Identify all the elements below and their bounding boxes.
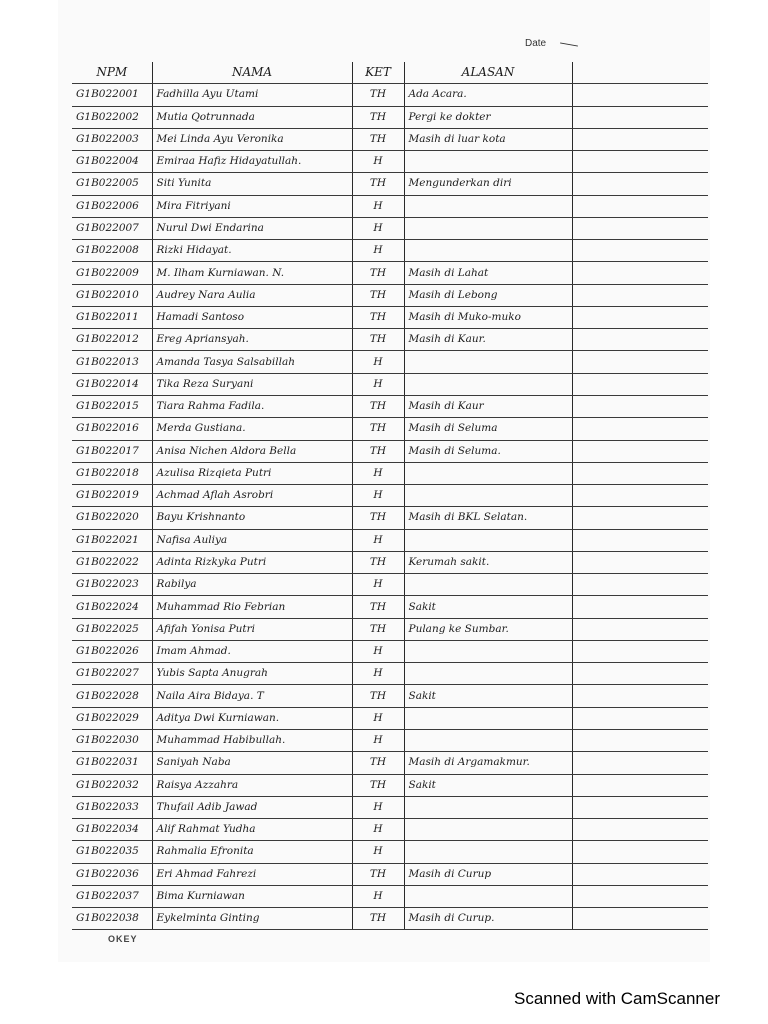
extra-cell [572, 685, 708, 707]
name-cell: Merda Gustiana. [152, 418, 352, 440]
extra-cell [572, 796, 708, 818]
table-row [72, 351, 708, 373]
ket-cell: H [352, 574, 404, 596]
alasan-cell: Masih di Curup. [404, 908, 572, 930]
date-label: Date [525, 38, 547, 49]
ket-cell: TH [352, 128, 404, 150]
table-row [72, 151, 708, 173]
name-cell: Nafisa Auliya [152, 529, 352, 551]
table-row [72, 841, 708, 863]
extra-cell [572, 841, 708, 863]
table-row [72, 373, 708, 395]
extra-cell [572, 819, 708, 841]
table-row [72, 306, 708, 328]
ket-cell: H [352, 351, 404, 373]
table-row [72, 529, 708, 551]
npm-cell: G1B022020 [72, 507, 152, 529]
extra-cell [572, 395, 708, 417]
name-cell: Mira Fitriyani [152, 195, 352, 217]
name-cell: Amanda Tasya Salsabillah [152, 351, 352, 373]
extra-cell [572, 507, 708, 529]
name-cell: Hamadi Santoso [152, 306, 352, 328]
alasan-cell [404, 240, 572, 262]
extra-cell [572, 640, 708, 662]
ket-cell: H [352, 707, 404, 729]
notebook-brand: OKEY [108, 934, 138, 944]
table-row [72, 819, 708, 841]
table-row [72, 106, 708, 128]
table-row [72, 395, 708, 417]
extra-cell [572, 240, 708, 262]
npm-cell: G1B022012 [72, 329, 152, 351]
ket-cell: H [352, 240, 404, 262]
name-cell: Afifah Yonisa Putri [152, 618, 352, 640]
npm-cell: G1B022021 [72, 529, 152, 551]
table-row [72, 173, 708, 195]
alasan-cell: Masih di luar kota [404, 128, 572, 150]
name-cell: Bayu Krishnanto [152, 507, 352, 529]
ket-cell: H [352, 796, 404, 818]
name-cell: Siti Yunita [152, 173, 352, 195]
table-row [72, 663, 708, 685]
extra-cell [572, 707, 708, 729]
name-cell: Eykelminta Ginting [152, 908, 352, 930]
header-extra [572, 62, 708, 84]
npm-cell: G1B022011 [72, 306, 152, 328]
name-cell: Nurul Dwi Endarina [152, 217, 352, 239]
table-row [72, 329, 708, 351]
alasan-cell [404, 217, 572, 239]
alasan-cell: Sakit [404, 774, 572, 796]
extra-cell [572, 529, 708, 551]
extra-cell [572, 151, 708, 173]
alasan-cell: Masih di BKL Selatan. [404, 507, 572, 529]
extra-cell [572, 195, 708, 217]
table-row [72, 863, 708, 885]
ket-cell: TH [352, 84, 404, 106]
alasan-cell: Masih di Curup [404, 863, 572, 885]
ket-cell: TH [352, 774, 404, 796]
extra-cell [572, 373, 708, 395]
table-row [72, 707, 708, 729]
ket-cell: H [352, 841, 404, 863]
ket-cell: H [352, 529, 404, 551]
table-row [72, 640, 708, 662]
table-row [72, 796, 708, 818]
npm-cell: G1B022033 [72, 796, 152, 818]
npm-cell: G1B022022 [72, 551, 152, 573]
table-row [72, 507, 708, 529]
table-row [72, 440, 708, 462]
scanner-watermark: Scanned with CamScanner [513, 989, 720, 1008]
name-cell: M. Ilham Kurniawan. N. [152, 262, 352, 284]
extra-cell [572, 128, 708, 150]
alasan-cell: Masih di Kaur [404, 395, 572, 417]
extra-cell [572, 351, 708, 373]
npm-cell: G1B022009 [72, 262, 152, 284]
name-cell: Imam Ahmad. [152, 640, 352, 662]
ket-cell: TH [352, 685, 404, 707]
table-row [72, 284, 708, 306]
alasan-cell [404, 841, 572, 863]
table-row [72, 574, 708, 596]
npm-cell: G1B022018 [72, 462, 152, 484]
name-cell: Aditya Dwi Kurniawan. [152, 707, 352, 729]
npm-cell: G1B022014 [72, 373, 152, 395]
header-alasan: ALASAN [404, 62, 572, 84]
extra-cell [572, 596, 708, 618]
extra-cell [572, 885, 708, 907]
table-row [72, 128, 708, 150]
npm-cell: G1B022028 [72, 685, 152, 707]
table-row [72, 685, 708, 707]
alasan-cell: Mengunderkan diri [404, 173, 572, 195]
npm-cell: G1B022015 [72, 395, 152, 417]
name-cell: Anisa Nichen Aldora Bella [152, 440, 352, 462]
ket-cell: H [352, 217, 404, 239]
npm-cell: G1B022032 [72, 774, 152, 796]
extra-cell [572, 485, 708, 507]
name-cell: Muhammad Rio Febrian [152, 596, 352, 618]
extra-cell [572, 418, 708, 440]
extra-cell [572, 663, 708, 685]
npm-cell: G1B022016 [72, 418, 152, 440]
alasan-cell: Masih di Seluma. [404, 440, 572, 462]
alasan-cell [404, 819, 572, 841]
ket-cell: H [352, 819, 404, 841]
ket-cell: H [352, 729, 404, 751]
npm-cell: G1B022019 [72, 485, 152, 507]
ket-cell: TH [352, 752, 404, 774]
name-cell: Rabilya [152, 574, 352, 596]
ket-cell: TH [352, 596, 404, 618]
name-cell: Yubis Sapta Anugrah [152, 663, 352, 685]
extra-cell [572, 618, 708, 640]
ket-cell: H [352, 640, 404, 662]
npm-cell: G1B022008 [72, 240, 152, 262]
alasan-cell: Masih di Muko-muko [404, 306, 572, 328]
extra-cell [572, 173, 708, 195]
name-cell: Muhammad Habibullah. [152, 729, 352, 751]
npm-cell: G1B022013 [72, 351, 152, 373]
extra-cell [572, 106, 708, 128]
table-row [72, 618, 708, 640]
npm-cell: G1B022001 [72, 84, 152, 106]
extra-cell [572, 774, 708, 796]
name-cell: Saniyah Naba [152, 752, 352, 774]
npm-cell: G1B022024 [72, 596, 152, 618]
alasan-cell: Masih di Argamakmur. [404, 752, 572, 774]
npm-cell: G1B022038 [72, 908, 152, 930]
alasan-cell: Sakit [404, 596, 572, 618]
ket-cell: TH [352, 306, 404, 328]
npm-cell: G1B022025 [72, 618, 152, 640]
name-cell: Raisya Azzahra [152, 774, 352, 796]
alasan-cell [404, 529, 572, 551]
table-body [72, 84, 708, 930]
alasan-cell [404, 462, 572, 484]
npm-cell: G1B022010 [72, 284, 152, 306]
alasan-cell [404, 729, 572, 751]
table-row [72, 774, 708, 796]
ket-cell: H [352, 663, 404, 685]
header-ket: KET [352, 62, 404, 84]
alasan-cell: Sakit [404, 685, 572, 707]
extra-cell [572, 440, 708, 462]
alasan-cell: Kerumah sakit. [404, 551, 572, 573]
name-cell: Adinta Rizkyka Putri [152, 551, 352, 573]
npm-cell: G1B022034 [72, 819, 152, 841]
npm-cell: G1B022023 [72, 574, 152, 596]
name-cell: Tika Reza Suryani [152, 373, 352, 395]
alasan-cell [404, 151, 572, 173]
ket-cell: TH [352, 908, 404, 930]
npm-cell: G1B022017 [72, 440, 152, 462]
table-row [72, 462, 708, 484]
name-cell: Alif Rahmat Yudha [152, 819, 352, 841]
extra-cell [572, 863, 708, 885]
ket-cell: TH [352, 173, 404, 195]
alasan-cell: Masih di Seluma [404, 418, 572, 440]
table-row [72, 240, 708, 262]
alasan-cell [404, 663, 572, 685]
extra-cell [572, 462, 708, 484]
name-cell: Azulisa Rizqieta Putri [152, 462, 352, 484]
alasan-cell [404, 707, 572, 729]
name-cell: Achmad Aflah Asrobri [152, 485, 352, 507]
npm-cell: G1B022037 [72, 885, 152, 907]
name-cell: Mutia Qotrunnada [152, 106, 352, 128]
ket-cell: TH [352, 507, 404, 529]
name-cell: Tiara Rahma Fadila. [152, 395, 352, 417]
ket-cell: TH [352, 440, 404, 462]
npm-cell: G1B022030 [72, 729, 152, 751]
header-nama: NAMA [152, 62, 352, 84]
alasan-cell: Ada Acara. [404, 84, 572, 106]
extra-cell [572, 729, 708, 751]
extra-cell [572, 908, 708, 930]
npm-cell: G1B022002 [72, 106, 152, 128]
alasan-cell [404, 796, 572, 818]
name-cell: Ereg Apriansyah. [152, 329, 352, 351]
ket-cell: TH [352, 329, 404, 351]
name-cell: Rahmalia Efronita [152, 841, 352, 863]
alasan-cell: Masih di Lebong [404, 284, 572, 306]
alasan-cell [404, 574, 572, 596]
alasan-cell: Pergi ke dokter [404, 106, 572, 128]
ket-cell: H [352, 485, 404, 507]
alasan-cell [404, 373, 572, 395]
header-row [72, 62, 708, 84]
ket-cell: TH [352, 262, 404, 284]
name-cell: Rizki Hidayat. [152, 240, 352, 262]
table-row [72, 262, 708, 284]
name-cell: Naila Aira Bidaya. T [152, 685, 352, 707]
extra-cell [572, 574, 708, 596]
npm-cell: G1B022036 [72, 863, 152, 885]
ket-cell: TH [352, 395, 404, 417]
alasan-cell [404, 351, 572, 373]
ket-cell: TH [352, 418, 404, 440]
ket-cell: TH [352, 618, 404, 640]
extra-cell [572, 262, 708, 284]
npm-cell: G1B022031 [72, 752, 152, 774]
npm-cell: G1B022005 [72, 173, 152, 195]
alasan-cell [404, 885, 572, 907]
extra-cell [572, 284, 708, 306]
attendance-table [72, 62, 708, 930]
alasan-cell: Masih di Kaur. [404, 329, 572, 351]
ket-cell: TH [352, 284, 404, 306]
npm-cell: G1B022007 [72, 217, 152, 239]
table-row [72, 729, 708, 751]
alasan-cell: Pulang ke Sumbar. [404, 618, 572, 640]
alasan-cell [404, 485, 572, 507]
npm-cell: G1B022035 [72, 841, 152, 863]
extra-cell [572, 752, 708, 774]
table-row [72, 217, 708, 239]
extra-cell [572, 329, 708, 351]
npm-cell: G1B022004 [72, 151, 152, 173]
table-row [72, 195, 708, 217]
ket-cell: H [352, 462, 404, 484]
alasan-cell [404, 640, 572, 662]
extra-cell [572, 306, 708, 328]
ket-cell: H [352, 885, 404, 907]
extra-cell [572, 84, 708, 106]
alasan-cell [404, 195, 572, 217]
ket-cell: H [352, 195, 404, 217]
extra-cell [572, 217, 708, 239]
ket-cell: H [352, 373, 404, 395]
table-row [72, 596, 708, 618]
alasan-cell: Masih di Lahat [404, 262, 572, 284]
table-row [72, 485, 708, 507]
npm-cell: G1B022003 [72, 128, 152, 150]
ket-cell: TH [352, 551, 404, 573]
ket-cell: H [352, 151, 404, 173]
ket-cell: TH [352, 106, 404, 128]
table-row [72, 418, 708, 440]
table-row [72, 84, 708, 106]
npm-cell: G1B022027 [72, 663, 152, 685]
header-npm: NPM [72, 62, 152, 84]
extra-cell [572, 551, 708, 573]
name-cell: Thufail Adib Jawad [152, 796, 352, 818]
npm-cell: G1B022026 [72, 640, 152, 662]
table-row [72, 885, 708, 907]
ket-cell: TH [352, 863, 404, 885]
name-cell: Fadhilla Ayu Utami [152, 84, 352, 106]
name-cell: Mei Linda Ayu Veronika [152, 128, 352, 150]
name-cell: Bima Kurniawan [152, 885, 352, 907]
table-row [72, 551, 708, 573]
name-cell: Audrey Nara Aulia [152, 284, 352, 306]
npm-cell: G1B022006 [72, 195, 152, 217]
name-cell: Eri Ahmad Fahrezi [152, 863, 352, 885]
name-cell: Emiraa Hafiz Hidayatullah. [152, 151, 352, 173]
table-row [72, 752, 708, 774]
npm-cell: G1B022029 [72, 707, 152, 729]
table-row [72, 908, 708, 930]
